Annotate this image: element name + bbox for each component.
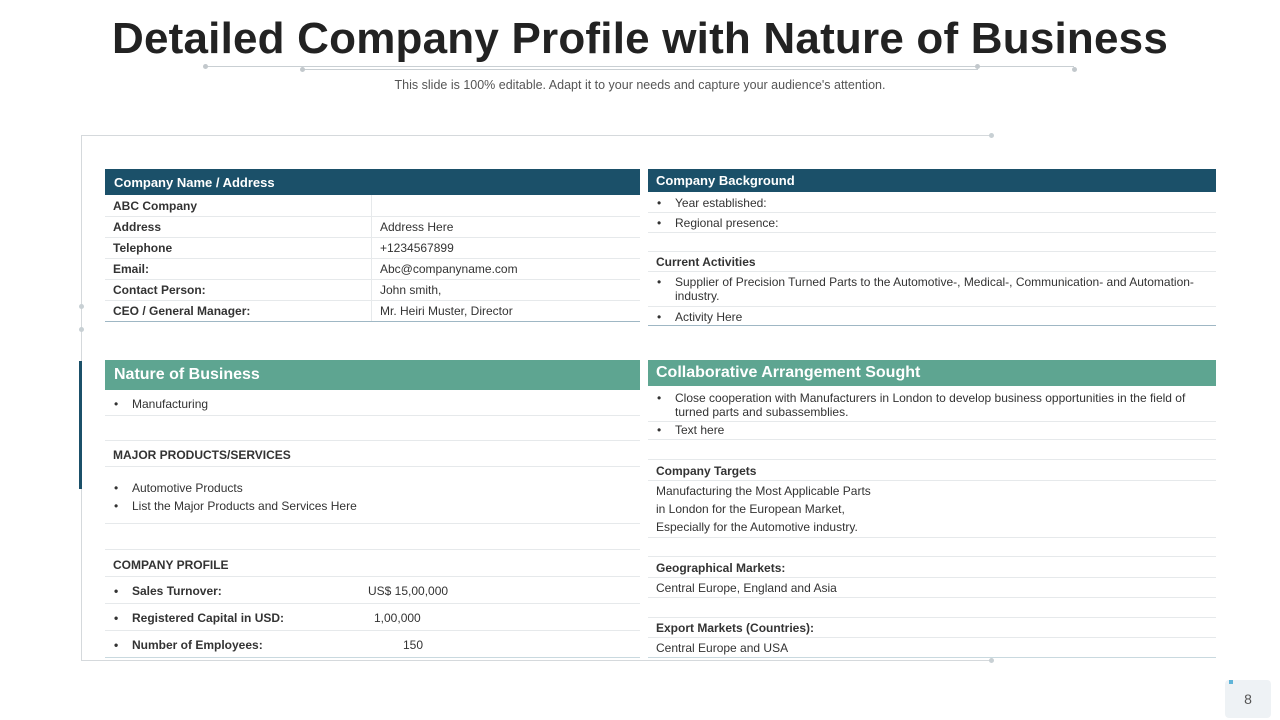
company-profile-label: COMPANY PROFILE [113, 558, 229, 572]
targets-line: in London for the European Market, [656, 502, 845, 516]
company-background-section [648, 169, 1216, 326]
title-underline-2 [303, 69, 978, 70]
underline-dot [975, 64, 980, 69]
page-number-accent [1229, 680, 1233, 684]
underline-dot [203, 64, 208, 69]
list-item: • Supplier of Precision Turned Parts to the Automotive-, Medical-, Communication- and Automation-industry. [648, 275, 1206, 303]
table-row [105, 217, 640, 238]
profile-label: Number of Employees: [132, 638, 263, 652]
list-item: • Activity Here [648, 310, 1216, 324]
row-label: Email: [105, 259, 372, 279]
table-row [105, 259, 640, 280]
section-header: Collaborative Arrangement Sought [648, 360, 1216, 386]
page-number: 8 [1225, 680, 1271, 718]
frame-line [81, 135, 992, 136]
title-underline [206, 66, 1074, 67]
list-item: • Text here [648, 423, 1216, 437]
list-item: • Close cooperation with Manufacturers in London to develop business opportunities in the field of turned parts and subassemblies. [648, 391, 1191, 419]
section-header: Company Name / Address [105, 169, 640, 195]
frame-line [81, 660, 992, 661]
frame-dot [989, 658, 994, 663]
targets-line: Especially for the Automotive industry. [656, 520, 858, 534]
geographical-markets-value: Central Europe, England and Asia [656, 581, 837, 595]
underline-dot [300, 67, 305, 72]
major-products-label: MAJOR PRODUCTS/SERVICES [113, 448, 291, 462]
nature-of-business-section [105, 360, 640, 658]
export-markets-value: Central Europe and USA [656, 641, 789, 655]
section-header: Nature of Business [105, 360, 640, 390]
list-item [105, 638, 640, 652]
table-row [105, 238, 640, 259]
table-row [105, 280, 640, 301]
frame-dot [79, 327, 84, 332]
profile-value: 150 [403, 638, 424, 652]
table-row [105, 301, 640, 322]
row-value: Address Here [380, 220, 454, 234]
list-item: • Regional presence: [648, 216, 1216, 230]
table-row [105, 195, 640, 217]
row-value: John smith, [380, 283, 442, 297]
row-label: Address [105, 217, 372, 237]
profile-value: US$ 15,00,000 [368, 584, 449, 598]
row-label: CEO / General Manager: [105, 301, 372, 321]
row-value: Abc@companyname.com [380, 262, 518, 276]
profile-label: Registered Capital in USD: [132, 611, 285, 625]
underline-dot [1072, 67, 1077, 72]
page-title: Detailed Company Profile with Nature of Business [111, 14, 1169, 63]
frame-dot [989, 133, 994, 138]
subtitle: This slide is 100% editable. Adapt it to your needs and capture your audience's attention. [394, 78, 886, 92]
row-label: Contact Person: [105, 280, 372, 300]
export-markets-label: Export Markets (Countries): [656, 621, 815, 635]
list-item: • List the Major Products and Services Here [105, 499, 640, 513]
company-name: ABC Company [105, 195, 372, 216]
profile-label: Sales Turnover: [132, 584, 222, 598]
list-item: • Year established: [648, 196, 1216, 210]
frame-accent [79, 361, 82, 489]
collaborative-section [648, 360, 1216, 658]
section-header: Company Background [648, 169, 1216, 192]
row-label: Telephone [105, 238, 372, 258]
list-item: • Manufacturing [105, 397, 640, 411]
list-item: • Automotive Products [105, 481, 640, 495]
company-targets-label: Company Targets [656, 464, 757, 478]
frame-dot [79, 304, 84, 309]
company-name-address-section [105, 169, 640, 322]
geographical-markets-label: Geographical Markets: [656, 561, 786, 575]
current-activities-label: Current Activities [656, 255, 756, 269]
targets-line: Manufacturing the Most Applicable Parts [656, 484, 871, 498]
profile-value: 1,00,000 [374, 611, 421, 625]
row-value: Mr. Heiri Muster, Director [380, 304, 513, 318]
row-value: +1234567899 [380, 241, 454, 255]
